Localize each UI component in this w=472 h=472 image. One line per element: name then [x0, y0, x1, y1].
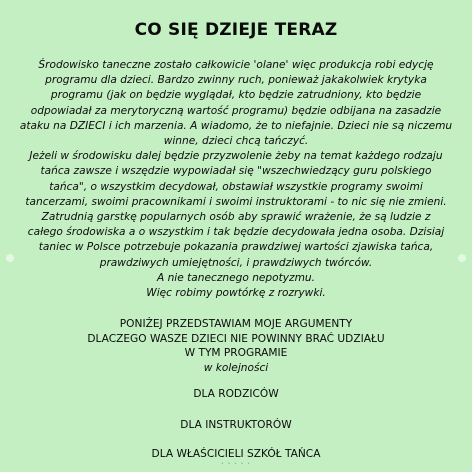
paragraph-line: Więc robimy powtórkę z rozrywki.: [146, 287, 326, 300]
paragraph-line: A nie tanecznego nepotyzmu.: [156, 271, 316, 284]
paragraph-line: Środowisko taneczne zostało całkowicie 'olane' więc produkcja robi edycję: [38, 59, 434, 71]
paragraph-line: winne, dzieci chcą tańczyć.: [163, 135, 309, 148]
arguments-heading: [0, 317, 472, 375]
paragraph-line: Zatrudnią garstkę popularnych osób aby sprawić wrażenie, że są ludzie z: [41, 211, 431, 224]
paragraph-line: odpowiadał za merytoryczną wartość programu) będzie odbijana na zasadzie: [30, 104, 442, 117]
section-parents: DLA RODZICÓW: [193, 388, 279, 400]
paragraph-line: tańca zawsze i wszędzie wypowiadał się "wszechwiedzący guru polskiego: [40, 165, 432, 178]
paragraph-line: tancerzami, swoimi pracownikami i swoimi instruktorami - to nic się nie zmieni.: [25, 195, 447, 208]
arguments-line: DLACZEGO WASZE DZIECI NIE POWINNY BRAĆ UDZIAŁU: [87, 332, 385, 345]
paragraph-line: prawdziwych umiejętności, i prawdziwych twórców.: [99, 256, 373, 269]
paragraph-line: ataku na DZIECI i ich marzenia. A wiadomo, że to niefajnie. Dzieci nie są niczemu: [19, 119, 453, 132]
carousel-prev-indicator[interactable]: [6, 254, 14, 262]
pagination-dots: • • • • •: [220, 461, 252, 467]
arguments-line: PONIŻEJ PRZEDSTAWIAM MOJE ARGUMENTY: [119, 318, 353, 330]
paragraph-line: programu (jak on będzie wyglądał, kto będzie zatrudniony, kto będzie: [50, 89, 422, 102]
carousel-next-indicator[interactable]: [458, 254, 466, 262]
paragraph-line: tańca", o wszystkim decydował, obstawiał wszystkie programy swoimi: [49, 180, 423, 193]
section-school-owners: DLA WŁAŚCICIELI SZKÓŁ TAŃCA: [151, 448, 321, 460]
paragraph-line: całego środowiska a o wszystkim i tak będzie decydowała jedna osoba. Dzisiaj: [27, 226, 445, 239]
slide-title: CO SIĘ DZIEJE TERAZ: [134, 20, 338, 40]
paragraph-line: taniec w Polsce potrzebuje pokazania prawdziwej wartości zjawiska tańca,: [38, 241, 434, 254]
paragraph-line: Jeżeli w środowisku dalej będzie przyzwolenie żeby na temat każdego rodzaju: [29, 150, 443, 163]
paragraph-line: programu dla dzieci. Bardzo zwinny ruch, ponieważ jakakolwiek krytyka: [45, 74, 427, 87]
order-note: w kolejności: [203, 361, 269, 374]
slide-paragraph: [4, 58, 468, 301]
section-instructors: DLA INSTRUKTORÓW: [180, 419, 292, 431]
arguments-line: W TYM PROGRAMIE: [184, 347, 288, 360]
